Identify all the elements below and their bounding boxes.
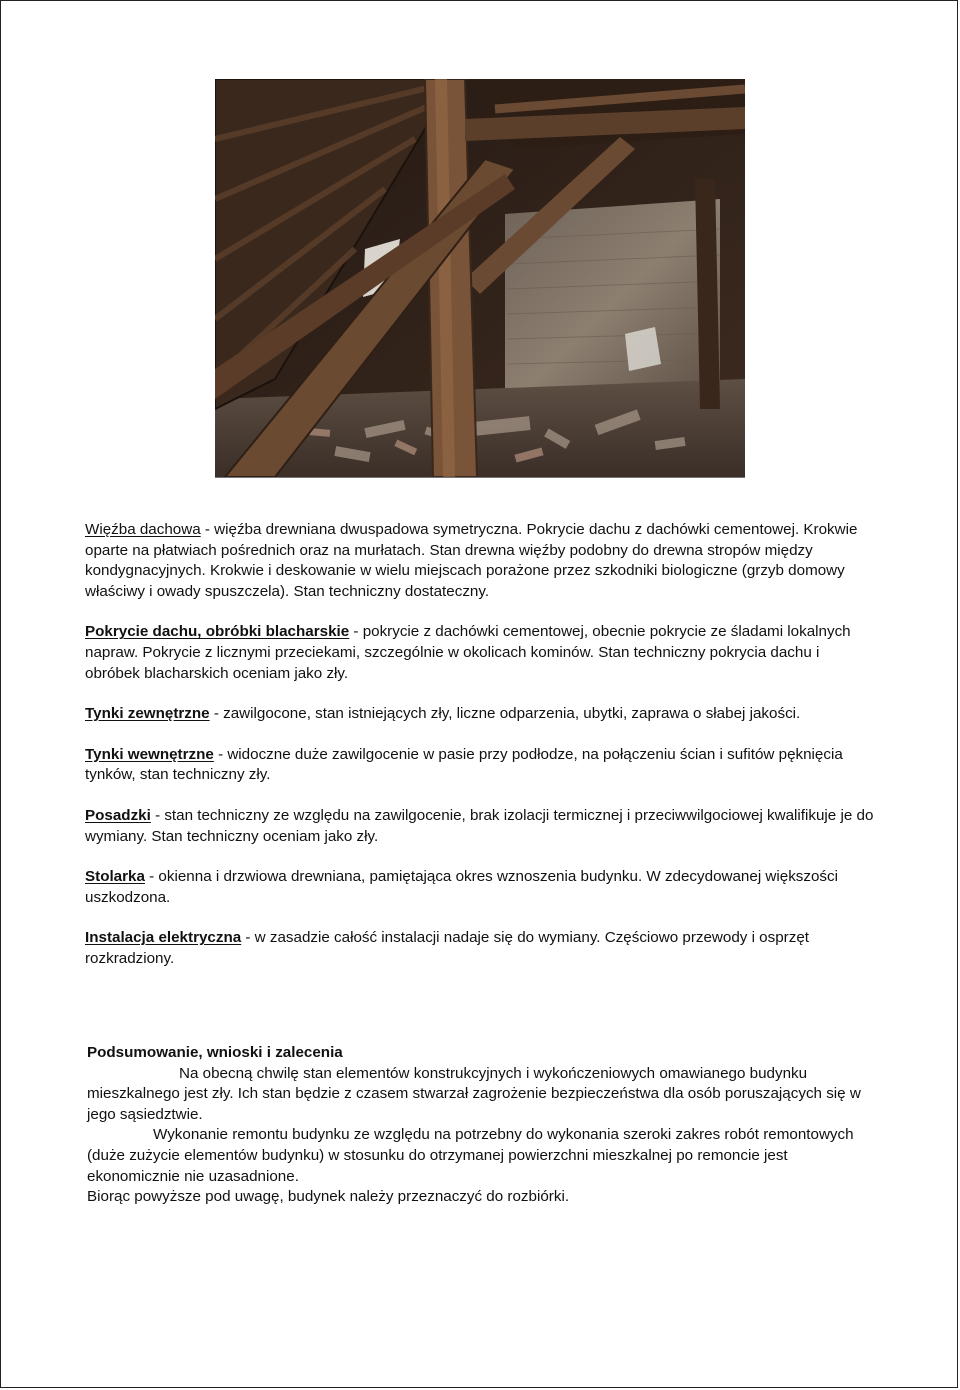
condition-section: [85, 928, 875, 969]
section-body: - więźba drewniana dwuspadowa symetryczna. Pokrycie dachu z dachówki cementowej. Krokwie oparte na płatwiach pośrednich oraz na murłatach. Stan drewna więźby podobny do drewna stropów między kondygnacyjnych. Krokwie i deskowanie w wielu miejscach porażone przez szkodniki biologiczne (grzyb domowy właściwy i owady spuszczela). Stan techniczny dostateczny.: [85, 521, 858, 600]
attic-roof-truss-photo: [215, 79, 745, 478]
condition-section: [85, 520, 875, 602]
section-body: - stan techniczny ze względu na zawilgocenie, brak izolacji termicznej i przeciwwilgociowej kwalifikuje je do wymiany. Stan techniczny oceniam jako zły.: [85, 806, 874, 845]
section-heading: Pokrycie dachu, obróbki blacharskie: [85, 623, 350, 641]
attic-photo-drawing: [215, 79, 745, 477]
section-heading: Stolarka: [85, 868, 145, 886]
condition-section: [85, 806, 875, 847]
section-body: - w zasadzie całość instalacji nadaje się do wymiany. Częściowo przewody i osprzęt rozkradziony.: [85, 929, 809, 967]
section-heading: Tynki zewnętrzne: [85, 705, 210, 723]
condition-sections: [85, 520, 875, 990]
section-body: - okienna i drzwiowa drewniana, pamiętająca okres wznoszenia budynku. W zdecydowanej większości uszkodzona.: [85, 868, 838, 906]
summary-conclusion: Biorąc powyższe pod uwagę, budynek należy przeznaczyć do rozbiórki.: [87, 1188, 570, 1206]
section-body: - widoczne duże zawilgocenie w pasie przy podłodze, na połączeniu ścian i sufitów pęknięcia tynków, stan techniczny zły.: [85, 745, 843, 784]
section-body: - pokrycie z dachówki cementowej, obecnie pokrycie ze śladami lokalnych napraw. Pokrycie z licznymi przeciekami, szczególnie w okolicach kominów. Stan techniczny pokrycia dachu i obróbek blacharskich oceniam jako zły.: [85, 623, 851, 682]
section-heading: Więźba dachowa: [85, 521, 201, 538]
condition-section: [85, 704, 875, 725]
section-heading: Instalacja elektryczna: [85, 929, 242, 947]
condition-section: [85, 622, 875, 684]
summary-paragraph-2: Wykonanie remontu budynku ze względu na potrzebny do wykonania szeroki zakres robót remontowych (duże zużycie elementów budynku) w stosunku do otrzymanej powierzchni mieszkalnej po remoncie jest ekonomicznie nie uzasadnione.: [87, 1126, 854, 1185]
condition-section: [85, 867, 875, 908]
section-body: - zawilgocone, stan istniejących zły, liczne odparzenia, ubytki, zaprawa o słabej jakości.: [209, 705, 801, 723]
summary-title: Podsumowanie, wnioski i zalecenia: [87, 1044, 343, 1061]
condition-section: [85, 745, 875, 786]
section-heading: Tynki wewnętrzne: [85, 745, 214, 763]
summary-paragraph-1: Na obecną chwilę stan elementów konstrukcyjnych i wykończeniowych omawianego budynku mieszkalnego jest zły. Ich stan będzie z czasem stwarzał zagrożenie bezpieczeństwa dla osób poruszających się w jego sąsiedztwie.: [87, 1064, 861, 1123]
summary-section: [85, 1043, 877, 1208]
section-heading: Posadzki: [85, 806, 151, 824]
